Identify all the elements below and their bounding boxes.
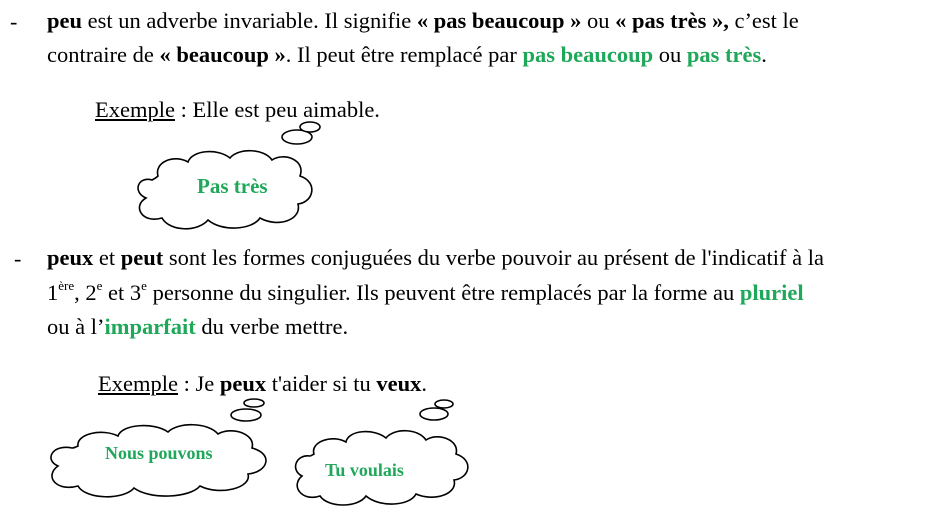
bullet-2: - bbox=[14, 246, 22, 271]
text: : Je bbox=[177, 371, 220, 396]
highlight-pas-tres: pas très bbox=[686, 42, 762, 67]
word-veux: veux bbox=[376, 371, 422, 396]
superscript: e bbox=[141, 278, 147, 293]
text: ou à l’ bbox=[47, 314, 105, 339]
cloud-2-text: Nous pouvons bbox=[105, 443, 213, 463]
text: ou bbox=[653, 42, 687, 67]
text: et bbox=[93, 245, 121, 270]
s1-line-1 bbox=[47, 4, 799, 37]
quote-pas-tres: « pas très », bbox=[615, 8, 729, 33]
word-peux: peux bbox=[47, 245, 94, 270]
text: personne du singulier. Ils peuvent être remplacés par la forme au bbox=[146, 280, 740, 305]
text: 1 bbox=[47, 280, 59, 305]
word-peux: peux bbox=[219, 371, 267, 396]
text: est un adverbe invariable. Il signifie bbox=[82, 8, 417, 33]
word-peu: peu bbox=[47, 8, 83, 33]
text: t'aider si tu bbox=[266, 371, 377, 396]
text: ou bbox=[581, 8, 616, 33]
text: sont les formes conjuguées du verbe pouvoir au présent de l'indicatif à la bbox=[163, 245, 825, 270]
s1-line-2 bbox=[47, 38, 767, 71]
cloud-1-text: Pas très bbox=[197, 174, 268, 198]
example-label: Exemple bbox=[95, 97, 175, 122]
s2-line-1 bbox=[47, 241, 824, 274]
text: et 3 bbox=[102, 280, 142, 305]
text: . bbox=[761, 42, 767, 67]
example-sentence: Elle est peu aimable. bbox=[192, 97, 380, 122]
s2-line-2 bbox=[47, 276, 804, 309]
s2-line-3 bbox=[47, 310, 348, 343]
highlight-pas-beaucoup: pas beaucoup bbox=[522, 42, 654, 67]
bullet-1: - bbox=[10, 9, 18, 34]
quote-beaucoup: « beaucoup » bbox=[159, 42, 286, 67]
highlight-imparfait: imparfait bbox=[104, 314, 196, 339]
text: . Il peut être remplacé par bbox=[285, 42, 523, 67]
text: du verbe mettre. bbox=[195, 314, 349, 339]
text: c’est le bbox=[728, 8, 799, 33]
superscript: e bbox=[96, 278, 103, 293]
text: contraire de bbox=[47, 42, 160, 67]
word-peut: peut bbox=[120, 245, 164, 270]
superscript: ère bbox=[58, 278, 75, 293]
example-label: Exemple bbox=[98, 371, 178, 396]
quote-pas-beaucoup: « pas beaucoup » bbox=[416, 8, 582, 33]
text: : bbox=[174, 97, 193, 122]
cloud-3-text: Tu voulais bbox=[325, 460, 404, 480]
text: , 2 bbox=[74, 280, 97, 305]
text: . bbox=[421, 371, 428, 396]
highlight-pluriel: pluriel bbox=[739, 280, 804, 305]
